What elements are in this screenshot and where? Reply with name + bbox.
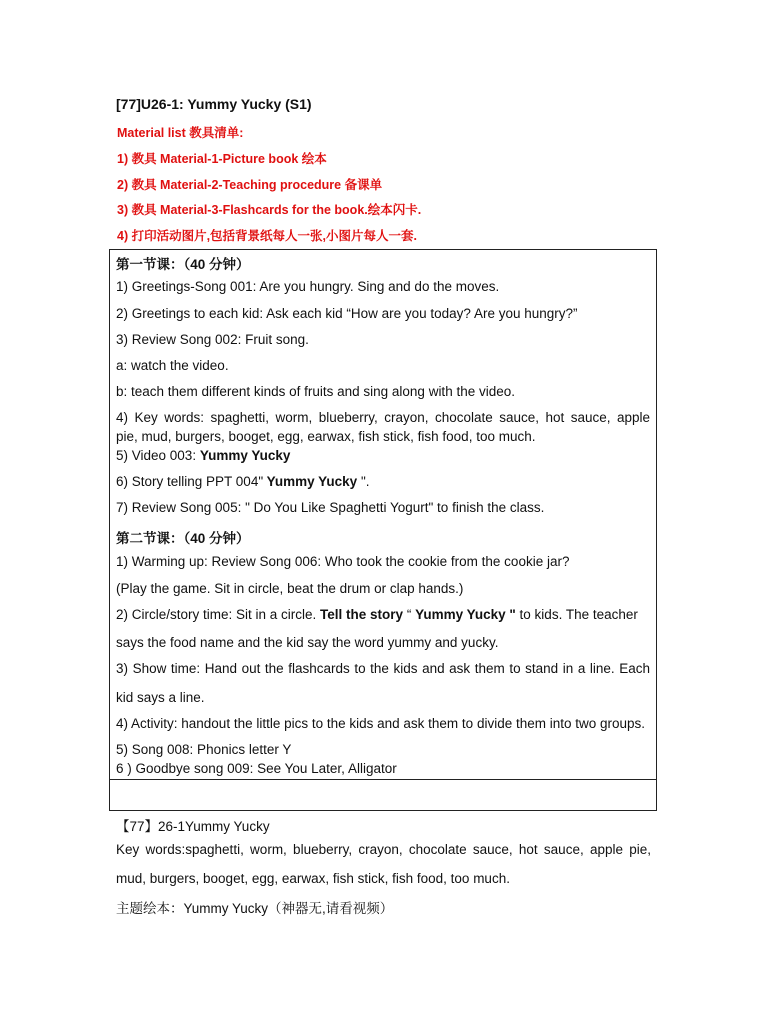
lesson2-step-5: 5) Song 008: Phonics letter Y xyxy=(116,742,292,757)
footer-keywords-cont: mud, burgers, booget, egg, earwax, fish stick, fish food, too much. xyxy=(116,871,510,886)
table-row-divider xyxy=(110,779,656,780)
lesson1-step-4: 4) Key words: spaghetti, worm, blueberry, crayon, chocolate sauce, hot sauce, apple xyxy=(116,410,650,425)
lesson1-step-3: 3) Review Song 002: Fruit song. xyxy=(116,332,309,347)
material-item-3: 3) 教具 Material-3-Flashcards for the book.绘本闪卡. xyxy=(117,203,422,217)
lesson2-step-6: 6 ) Goodbye song 009: See You Later, Alligator xyxy=(116,761,397,776)
footer-theme-book: 主题绘本：Yummy Yucky（神器无,请看视频） xyxy=(116,901,394,916)
lesson1-step-3a: a: watch the video. xyxy=(116,358,229,373)
lesson2-step-1-note: (Play the game. Sit in circle, beat the drum or clap hands.) xyxy=(116,581,464,596)
footer-keywords: Key words:spaghetti, worm, blueberry, crayon, chocolate sauce, hot sauce, apple pie, xyxy=(116,842,651,857)
lesson1-step-2: 2) Greetings to each kid: Ask each kid “How are you today? Are you hungry?” xyxy=(116,306,578,321)
lesson1-heading: 第一节课：（40 分钟） xyxy=(116,257,250,272)
material-item-4: 4) 打印活动图片,包括背景纸每人一张,小图片每人一套. xyxy=(117,229,418,243)
lesson1-step-5: 5) Video 003: Yummy Yucky xyxy=(116,448,291,463)
lesson1-step-3b: b: teach them different kinds of fruits and sing along with the video. xyxy=(116,384,515,399)
lesson1-step-4-cont: pie, mud, burgers, booget, egg, earwax, fish stick, fish food, too much. xyxy=(116,429,536,444)
document-title: [77]U26-1: Yummy Yucky (S1) xyxy=(116,96,312,112)
lesson2-step-3: 3) Show time: Hand out the flashcards to the kids and ask them to stand in a line. Each xyxy=(116,661,650,676)
lesson2-step-2-cont: says the food name and the kid say the word yummy and yucky. xyxy=(116,635,499,650)
lesson1-step-6: 6) Story telling PPT 004" Yummy Yucky ". xyxy=(116,474,370,489)
material-item-1: 1) 教具 Material-1-Picture book 绘本 xyxy=(117,152,327,166)
material-list-heading: Material list 教具清单: xyxy=(117,126,244,140)
lesson2-step-1: 1) Warming up: Review Song 006: Who took the cookie from the cookie jar? xyxy=(116,554,570,569)
lesson2-step-3-cont: kid says a line. xyxy=(116,690,205,705)
lesson2-step-2: 2) Circle/story time: Sit in a circle. Tell the story “ Yummy Yucky " to kids. The teacher xyxy=(116,607,638,622)
lesson2-step-4: 4) Activity: handout the little pics to the kids and ask them to divide them into two groups. xyxy=(116,716,646,731)
lesson1-step-1: 1) Greetings-Song 001: Are you hungry. Sing and do the moves. xyxy=(116,279,500,294)
lesson1-step-7: 7) Review Song 005: " Do You Like Spaghetti Yogurt" to finish the class. xyxy=(116,500,545,515)
footer-code: 【77】26-1Yummy Yucky xyxy=(116,819,270,834)
lesson-plan-table xyxy=(109,249,657,811)
material-item-2: 2) 教具 Material-2-Teaching procedure 备课单 xyxy=(117,178,383,192)
lesson2-heading: 第二节课：（40 分钟） xyxy=(116,531,250,546)
